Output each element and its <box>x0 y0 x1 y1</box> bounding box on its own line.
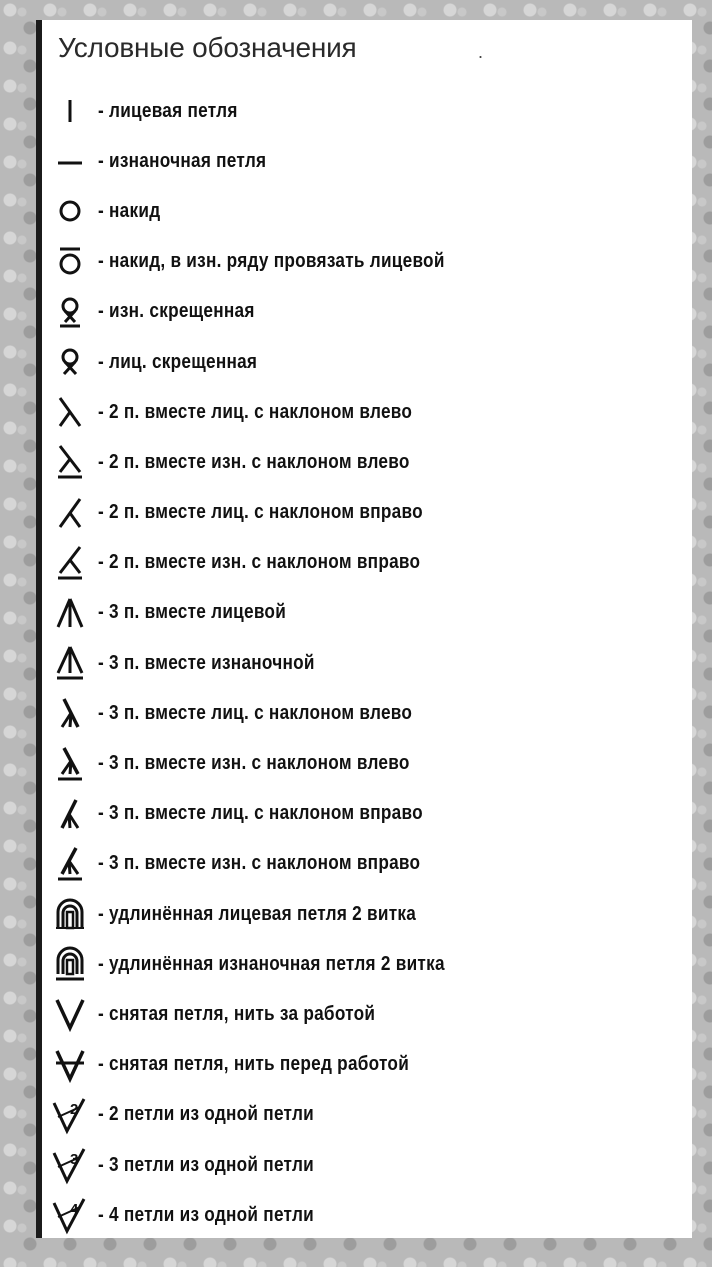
k2tog-left-icon <box>42 387 98 437</box>
legend-item: - 3 п. вместе лицевой <box>42 588 692 638</box>
legend-item: - 2 п. вместе лиц. с наклоном вправо <box>42 488 692 538</box>
yarn-over-knit-on-purl-row-icon <box>42 237 98 287</box>
legend-item: - удлинённая изнаночная петля 2 витка <box>42 939 692 989</box>
legend-item: - накид <box>42 186 692 236</box>
legend-list <box>42 86 692 1240</box>
legend-item: - 3 п. вместе изн. с наклоном вправо <box>42 839 692 889</box>
yarn-over-icon <box>42 186 98 236</box>
legend-item: - 3 п. вместе лиц. с наклоном вправо <box>42 789 692 839</box>
legend-item: - лиц. скрещенная <box>42 337 692 387</box>
svg-text:3: 3 <box>70 1151 79 1169</box>
elongated-purl-icon <box>42 939 98 989</box>
p3tog-left-icon <box>42 739 98 789</box>
legend-item: - удлинённая лицевая петля 2 витка <box>42 889 692 939</box>
legend-item: - изн. скрещенная <box>42 287 692 337</box>
p3tog-icon <box>42 638 98 688</box>
legend-title: Условные обозначения <box>58 32 357 63</box>
legend-item: - 3 п. вместе изнаночной <box>42 638 692 688</box>
legend-item: - изнаночная петля <box>42 136 692 186</box>
legend-item: - 2 п. вместе лиц. с наклоном влево <box>42 387 692 437</box>
p2tog-right-icon <box>42 538 98 588</box>
legend-item: - 3 п. вместе лиц. с наклоном влево <box>42 688 692 738</box>
elongated-knit-icon <box>42 889 98 939</box>
knit-twisted-icon <box>42 337 98 387</box>
legend-item: 2 - 2 петли из одной петли <box>42 1090 692 1140</box>
increase-2-icon <box>42 1090 98 1140</box>
legend-item: 3 - 3 петли из одной петли <box>42 1140 692 1190</box>
legend-item: 4 - 4 петли из одной петли <box>42 1190 692 1240</box>
p2tog-left-icon <box>42 437 98 487</box>
svg-text:4: 4 <box>70 1201 79 1219</box>
legend-item: - накид, в изн. ряду провязать лицевой <box>42 237 692 287</box>
legend-item: - 2 п. вместе изн. с наклоном вправо <box>42 538 692 588</box>
legend-item: - 3 п. вместе изн. с наклоном влево <box>42 738 692 788</box>
slip-wyib-icon <box>42 989 98 1039</box>
increase-3-icon <box>42 1140 98 1190</box>
legend-item: - 2 п. вместе изн. с наклоном влево <box>42 437 692 487</box>
k3tog-left-icon <box>42 688 98 738</box>
increase-4-icon <box>42 1190 98 1240</box>
purl-twisted-icon <box>42 287 98 337</box>
legend-item: - снятая петля, нить перед работой <box>42 1040 692 1090</box>
legend-item: - снятая петля, нить за работой <box>42 989 692 1039</box>
k2tog-right-icon <box>42 488 98 538</box>
slip-wyif-icon <box>42 1040 98 1090</box>
p3tog-right-icon <box>42 839 98 889</box>
knit-stitch-icon <box>42 86 98 136</box>
legend-item: - лицевая петля <box>42 86 692 136</box>
purl-stitch-icon <box>42 136 98 186</box>
stray-dot: . <box>478 42 484 62</box>
k3tog-icon <box>42 588 98 638</box>
k3tog-right-icon <box>42 789 98 839</box>
svg-text:2: 2 <box>70 1100 79 1118</box>
legend-card <box>36 20 692 1238</box>
